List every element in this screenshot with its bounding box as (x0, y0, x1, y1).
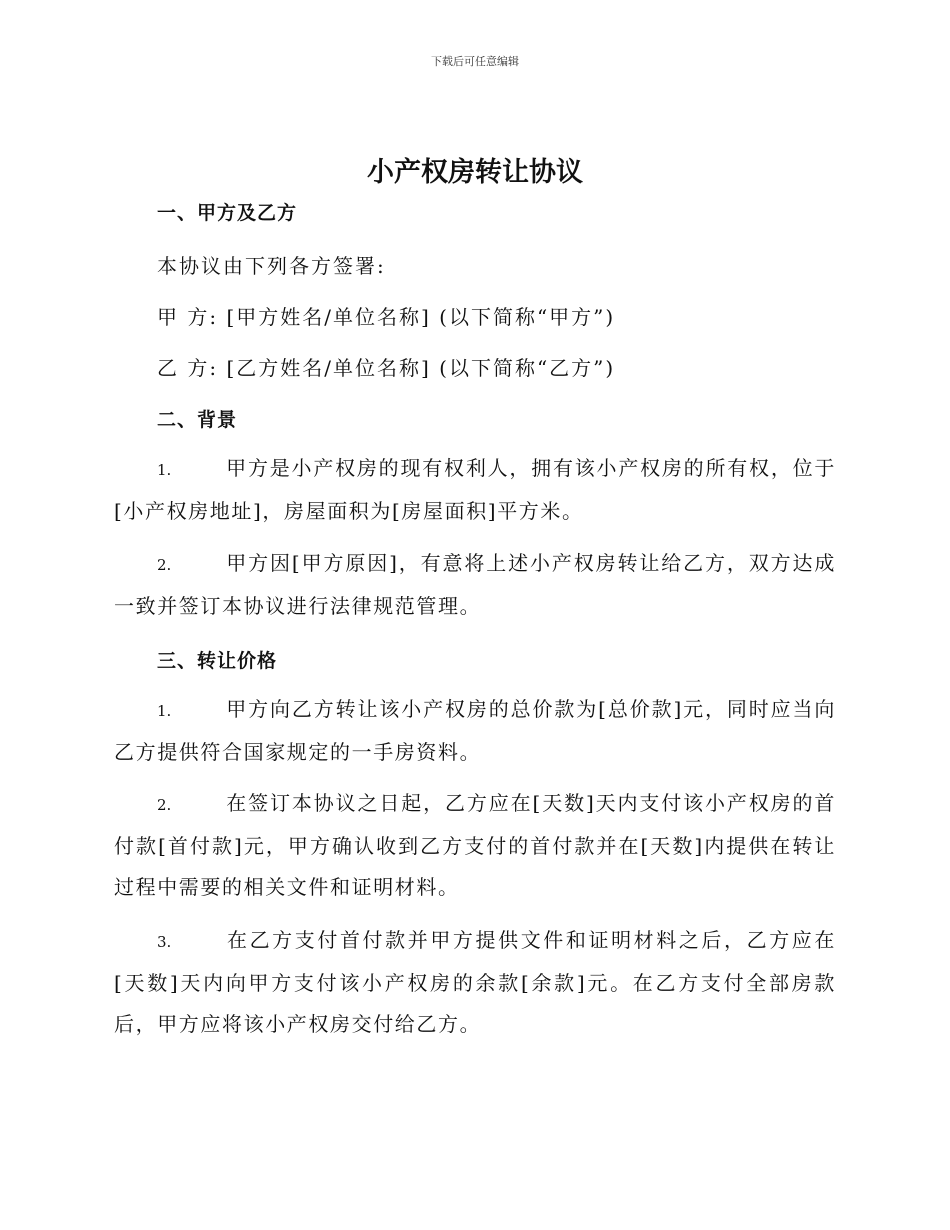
item-number: 1. (157, 461, 172, 479)
party-a-line: 甲 方: [甲方姓名/单位名称] (以下简称“甲方”) (157, 305, 616, 329)
document-title: 小产权房转让协议 (367, 157, 583, 188)
item-text: 甲方是小产权房的现有权利人，拥有该小产权房的所有权，位于[小产权房地址]，房屋面积为[房屋面积]平方米。 (114, 456, 836, 523)
section-heading-background: 二、背景 (157, 409, 238, 431)
item-text: 在签订本协议之日起，乙方应在[天数]天内支付该小产权房的首付款[首付款]元，甲方确认收到乙方支付的首付款并在[天数]内提供在转让过程中需要的相关文件和证明材料。 (114, 791, 836, 899)
parties-intro: 本协议由下列各方签署: (157, 254, 386, 278)
item-text: 甲方因[甲方原因]，有意将上述小产权房转让给乙方，双方达成一致并签订本协议进行法律规范管理。 (114, 551, 836, 618)
item-text: 在乙方支付首付款并甲方提供文件和证明材料之后，乙方应在[天数]天内向甲方支付该小产权房的余款[余款]元。在乙方支付全部房款后，甲方应将该小产权房交付给乙方。 (114, 928, 836, 1036)
price-item-3 (114, 920, 836, 1045)
item-number: 3. (157, 933, 172, 951)
party-b-line: 乙 方: [乙方姓名/单位名称] (以下简称“乙方”) (157, 356, 616, 380)
section-heading-price: 三、转让价格 (157, 650, 278, 672)
item-text: 甲方向乙方转让该小产权房的总价款为[总价款]元，同时应当向乙方提供符合国家规定的一手房资料。 (114, 697, 836, 764)
price-item-1 (114, 689, 836, 773)
item-number: 1. (157, 702, 172, 720)
background-item-2 (114, 543, 836, 627)
background-item-1 (114, 448, 836, 532)
price-item-2 (114, 783, 836, 908)
item-number: 2. (157, 796, 172, 814)
item-number: 2. (157, 556, 172, 574)
header-note: 下载后可任意编辑 (431, 55, 519, 68)
section-heading-parties: 一、甲方及乙方 (157, 202, 298, 224)
